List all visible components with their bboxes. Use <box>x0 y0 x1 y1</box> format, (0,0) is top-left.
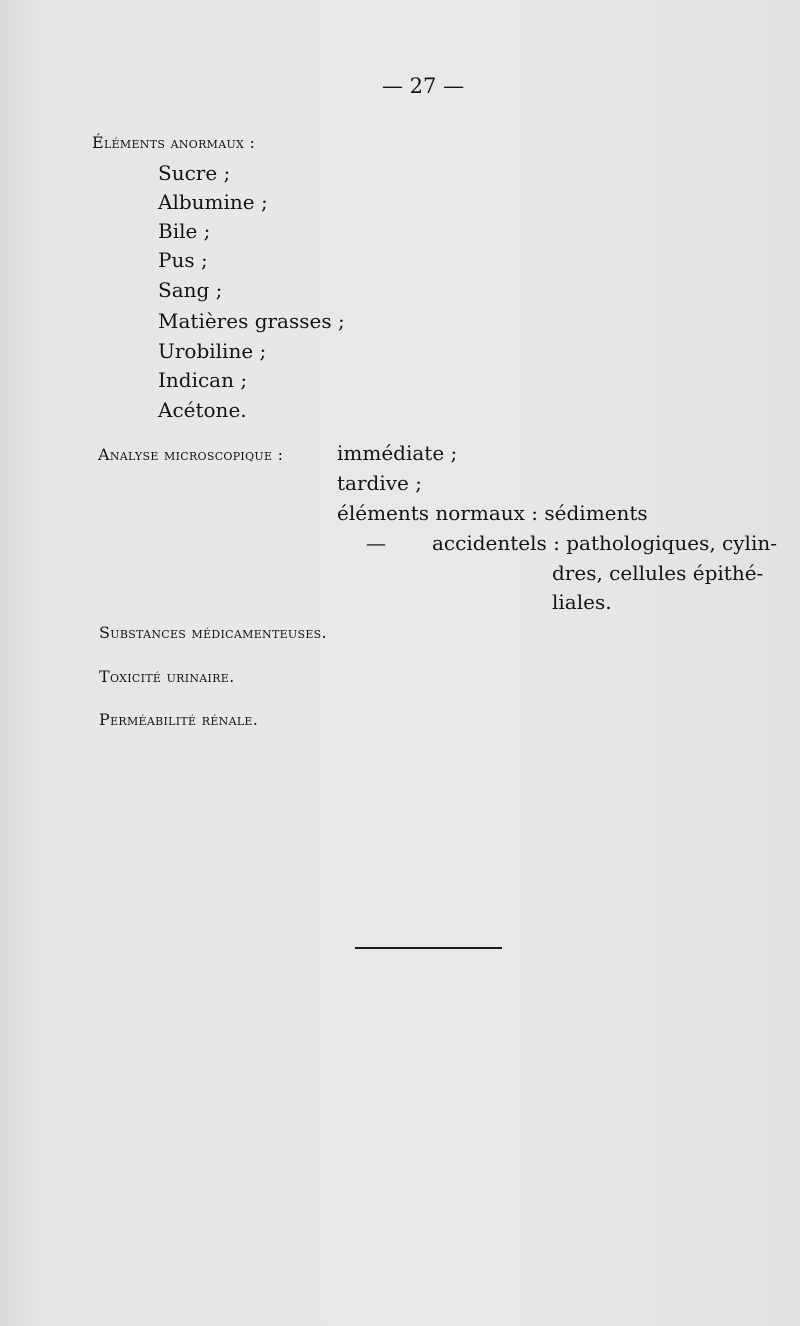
list-item: Bile ; <box>158 219 211 243</box>
analyse-accidentels-continuation: dres, cellules épithé- <box>552 561 764 585</box>
heading-substances-medicamenteuses: Substances médicamenteuses. <box>99 623 327 642</box>
list-item: Albumine ; <box>158 190 268 214</box>
list-item: Sucre ; <box>158 161 231 185</box>
list-item: Indican ; <box>158 368 248 392</box>
analyse-immediate: immédiate ; <box>337 441 458 465</box>
list-item: Sang ; <box>158 278 223 302</box>
list-item: Acétone. <box>158 398 247 422</box>
analyse-accidentels: accidentels : pathologiques, cylin- <box>432 531 777 555</box>
heading-analyse-microscopique: Analyse microscopique : <box>98 445 284 464</box>
page-number: — 27 — <box>382 74 465 98</box>
closing-rule <box>355 947 502 949</box>
heading-elements-anormaux: Éléments anormaux : <box>92 133 256 152</box>
list-item: Matières grasses ; <box>158 309 345 333</box>
heading-toxicite-urinaire: Toxicité urinaire. <box>99 667 235 686</box>
list-item: Urobiline ; <box>158 339 267 363</box>
analyse-accidentels-continuation: liales. <box>552 590 612 614</box>
analyse-tardive: tardive ; <box>337 471 422 495</box>
heading-permeabilite-renale: Perméabilité rénale. <box>99 710 259 729</box>
list-item: Pus ; <box>158 248 208 272</box>
ditto-dash: — <box>366 531 386 555</box>
analyse-elements-normaux: éléments normaux : sédiments <box>337 501 648 525</box>
